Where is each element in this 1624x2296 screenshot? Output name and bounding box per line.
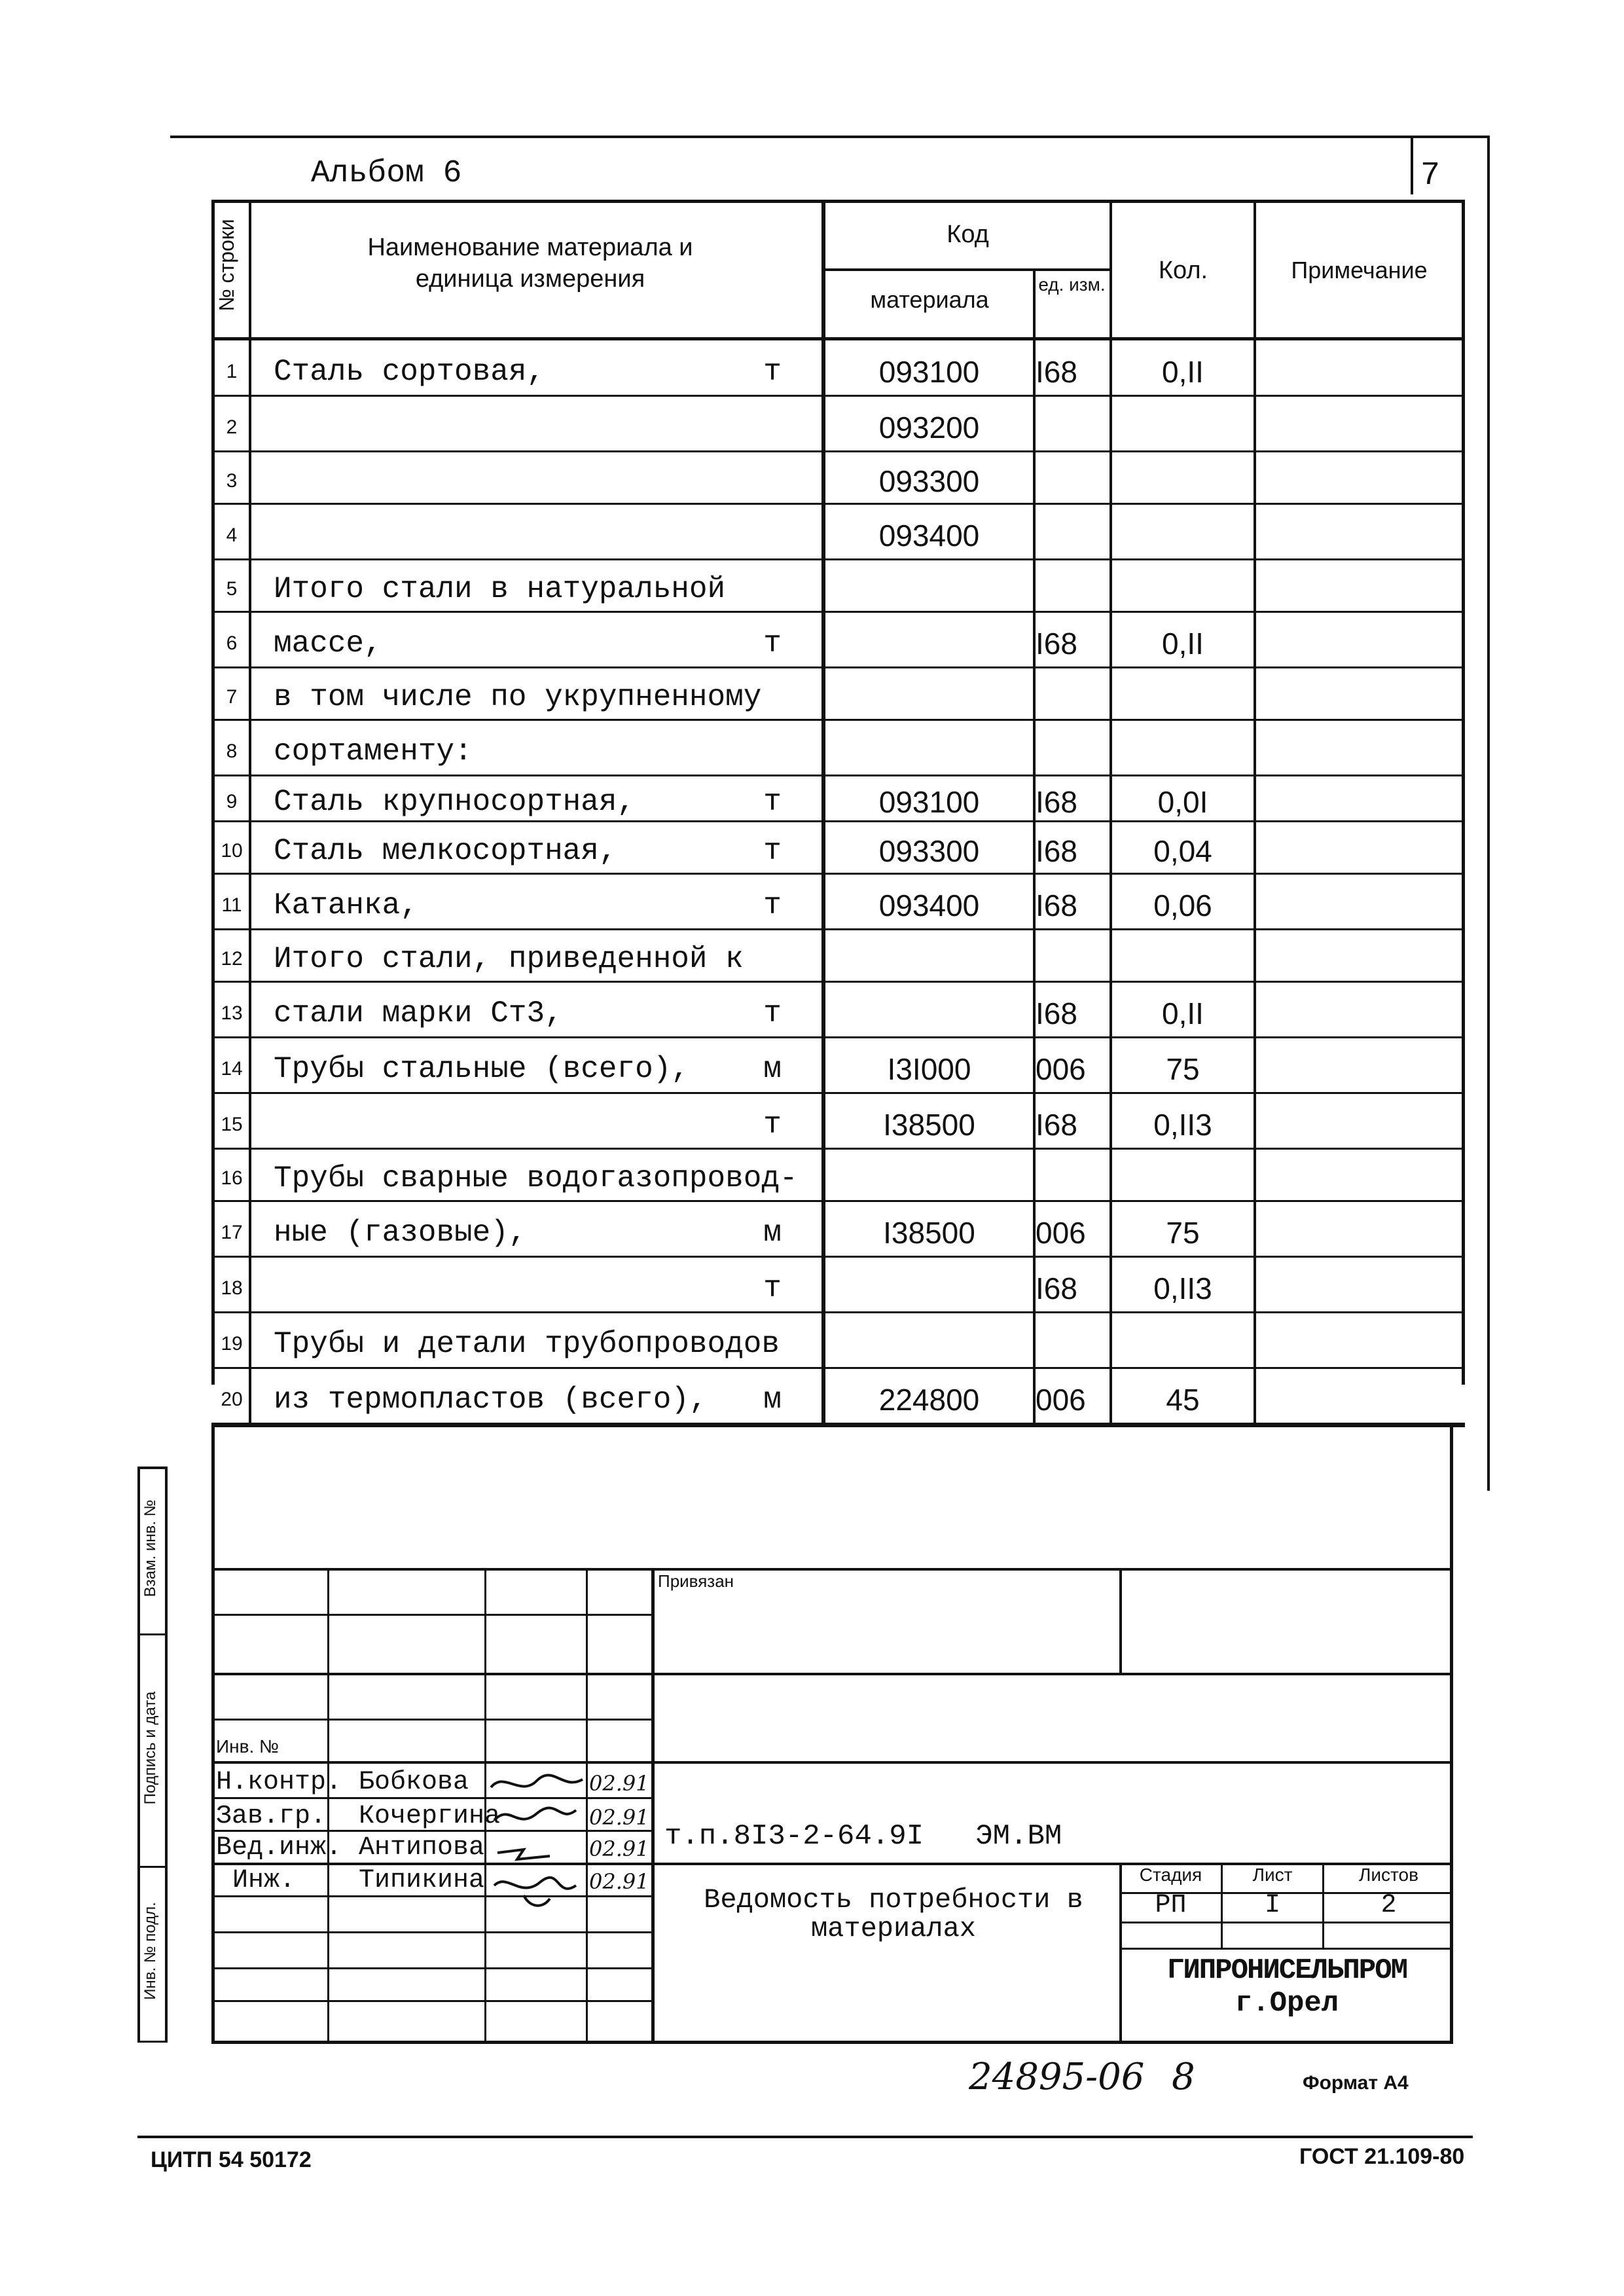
cell-ucode: I68 xyxy=(1036,1271,1077,1305)
cell-qty: 75 xyxy=(1166,1215,1200,1250)
header-code-unit: ед. изм. xyxy=(1038,274,1106,295)
cell-qty xyxy=(1112,1313,1254,1368)
cell-qty xyxy=(1112,504,1254,560)
cell-code xyxy=(825,720,1033,776)
signer-role: Зав.гр. xyxy=(216,1802,327,1831)
cell-code: 093100 xyxy=(878,354,980,389)
cell-name: в том числе по укрупненному xyxy=(274,680,762,714)
cell-name: Трубы стальные (всего), xyxy=(274,1051,689,1086)
signer-role: Н.контр. xyxy=(216,1768,342,1797)
footer-left: ЦИТП 54 50172 xyxy=(151,2147,312,2172)
sheets-label: Листов xyxy=(1359,1865,1418,1885)
cell-ucode xyxy=(1036,720,1110,776)
cell-code: 093300 xyxy=(878,464,980,498)
cell-ucode xyxy=(1036,504,1110,560)
cell-unit xyxy=(743,560,802,612)
cell-n: 6 xyxy=(226,632,238,654)
cell-code xyxy=(825,612,1033,668)
signer-role: Инж. xyxy=(232,1866,296,1895)
cell-ucode xyxy=(1036,396,1110,452)
side-label-podp: Подпись и дата xyxy=(141,1691,159,1805)
sheet-number: 7 xyxy=(1420,157,1441,194)
cell-name: ные (газовые), xyxy=(274,1215,527,1250)
stage-value: РП xyxy=(1155,1891,1187,1920)
header-note: Примечание xyxy=(1291,257,1428,283)
cell-code xyxy=(825,1149,1033,1201)
cell-code: I3I000 xyxy=(887,1051,971,1086)
cell-code: I38500 xyxy=(883,1215,975,1250)
cell-unit: т xyxy=(763,785,782,819)
cell-qty: 0,04 xyxy=(1153,834,1212,868)
cell-n: 3 xyxy=(226,470,238,492)
cell-unit xyxy=(743,452,802,504)
org-name: ГИПРОНИСЕЛЬПРОМ xyxy=(1166,1954,1407,1987)
cell-name xyxy=(274,1257,745,1313)
cell-ucode: 006 xyxy=(1036,1382,1086,1417)
inv-no-label: Инв. № xyxy=(216,1736,280,1757)
side-label-vzam: Взам. инв. № xyxy=(141,1499,159,1597)
cell-qty: 0,0I xyxy=(1157,785,1208,819)
header-code: Код xyxy=(947,221,989,248)
cell-code xyxy=(825,982,1033,1038)
cell-code: 093300 xyxy=(878,834,980,868)
cell-name xyxy=(274,452,745,504)
cell-name: Итого стали, приведенной к xyxy=(274,942,744,976)
cell-unit xyxy=(743,720,802,776)
cell-qty xyxy=(1112,452,1254,504)
cell-n: 14 xyxy=(221,1057,243,1080)
cell-name xyxy=(274,504,745,560)
cell-unit xyxy=(743,930,802,982)
cell-n: 4 xyxy=(226,524,238,546)
cell-ucode xyxy=(1036,560,1110,612)
side-label-inv: Инв. № подл. xyxy=(141,1902,159,2000)
cell-qty: 0,06 xyxy=(1153,888,1212,922)
signer-date: 02.91 xyxy=(589,1836,649,1861)
cell-code xyxy=(825,1313,1033,1368)
cell-unit xyxy=(743,504,802,560)
cell-unit xyxy=(743,668,802,720)
cell-name xyxy=(274,1093,745,1149)
header-row-no: № строки xyxy=(215,219,238,312)
sheets-value: 2 xyxy=(1380,1891,1397,1920)
header-qty: Кол. xyxy=(1158,257,1208,284)
signer-name: Типикина xyxy=(359,1866,485,1895)
cell-n: 20 xyxy=(221,1388,243,1410)
cell-code: 224800 xyxy=(878,1382,980,1417)
cell-code xyxy=(825,560,1033,612)
cell-unit: м xyxy=(763,1051,782,1086)
cell-n: 8 xyxy=(226,740,238,762)
album-label: Альбом 6 xyxy=(311,156,462,191)
cell-name: сортаменту: xyxy=(274,734,473,769)
signer-date: 02.91 xyxy=(589,1771,649,1796)
cell-n: 10 xyxy=(221,840,243,862)
cell-qty: 0,II3 xyxy=(1153,1107,1212,1142)
cell-unit: м xyxy=(763,1215,782,1250)
cell-n: 16 xyxy=(221,1167,243,1189)
privyazan-label: Привязан xyxy=(658,1571,734,1591)
cell-code xyxy=(825,1257,1033,1313)
signer-role: Вед.инж. xyxy=(216,1833,342,1863)
signer-name: Кочергина xyxy=(359,1802,501,1831)
cell-ucode: 006 xyxy=(1036,1051,1086,1086)
cell-code: 093400 xyxy=(878,518,980,553)
cell-n: 11 xyxy=(221,894,242,916)
cell-qty: 0,II3 xyxy=(1153,1271,1212,1305)
cell-name: Сталь сортовая, xyxy=(274,354,545,389)
cell-n: 13 xyxy=(221,1002,243,1024)
cell-unit xyxy=(743,1149,802,1201)
format-label: Формат А4 xyxy=(1303,2072,1409,2094)
cell-qty xyxy=(1112,560,1254,612)
cell-qty xyxy=(1112,1149,1254,1201)
cell-unit: т xyxy=(763,354,782,389)
cell-n: 1 xyxy=(226,360,238,382)
cell-name: Трубы сварные водогазопровод- xyxy=(274,1161,798,1195)
cell-unit: т xyxy=(763,888,782,922)
cell-qty: 0,II xyxy=(1162,354,1204,389)
cell-name: стали марки Ст3, xyxy=(274,996,563,1030)
cell-qty: 45 xyxy=(1166,1382,1200,1417)
cell-unit: т xyxy=(763,1107,782,1142)
signer-date: 02.91 xyxy=(589,1869,649,1894)
cell-code xyxy=(825,668,1033,720)
cell-n: 17 xyxy=(221,1221,243,1243)
cell-ucode xyxy=(1036,1313,1110,1368)
cell-ucode: I68 xyxy=(1036,626,1077,661)
cell-ucode xyxy=(1036,668,1110,720)
cell-unit xyxy=(743,1313,802,1368)
cell-qty xyxy=(1112,668,1254,720)
cell-qty: 75 xyxy=(1166,1051,1200,1086)
cell-unit: т xyxy=(763,626,782,661)
cell-unit: т xyxy=(763,1271,782,1305)
cell-qty xyxy=(1112,930,1254,982)
header-code-material: материала xyxy=(870,286,989,313)
cell-name: Сталь крупносортная, xyxy=(274,785,636,819)
cell-name: Катанка, xyxy=(274,888,418,922)
sheet-value: I xyxy=(1264,1891,1280,1920)
cell-n: 9 xyxy=(226,791,238,812)
doc-code: т.п.8I3-2-64.9I ЭМ.ВМ xyxy=(664,1820,1062,1853)
cell-n: 5 xyxy=(226,578,238,600)
signer-name: Антипова xyxy=(359,1833,485,1863)
cell-ucode: I68 xyxy=(1036,1107,1077,1142)
cell-qty: 0,II xyxy=(1162,996,1204,1030)
footer-right: ГОСТ 21.109-80 xyxy=(1299,2144,1465,2169)
cell-code: I38500 xyxy=(883,1107,975,1142)
sheet-label: Лист xyxy=(1252,1865,1293,1885)
org-city: г.Орел xyxy=(1235,1987,1339,2020)
cell-unit: т xyxy=(763,834,782,868)
cell-code: 093100 xyxy=(878,785,980,819)
signer-date: 02.91 xyxy=(589,1805,649,1830)
cell-ucode: I68 xyxy=(1036,996,1077,1030)
cell-qty xyxy=(1112,396,1254,452)
cell-code xyxy=(825,930,1033,982)
cell-n: 12 xyxy=(221,948,243,970)
cell-name: Трубы и детали трубопроводов xyxy=(274,1326,780,1361)
cell-name: массе, xyxy=(274,626,382,661)
cell-qty xyxy=(1112,720,1254,776)
cell-n: 15 xyxy=(221,1113,243,1135)
cell-unit: т xyxy=(763,996,782,1030)
cell-ucode: I68 xyxy=(1036,888,1077,922)
cell-qty: 0,II xyxy=(1162,626,1204,661)
cell-ucode xyxy=(1036,1149,1110,1201)
handwritten-number: 24895-06 xyxy=(969,2056,1145,2098)
cell-name: Итого стали в натуральной xyxy=(274,572,726,606)
cell-unit: м xyxy=(763,1382,782,1417)
stage-label: Стадия xyxy=(1139,1865,1202,1885)
cell-name xyxy=(274,396,745,452)
signer-name: Бобкова xyxy=(359,1768,469,1797)
signature-marks xyxy=(484,1768,589,1925)
cell-name: из термопластов (всего), xyxy=(274,1382,708,1417)
cell-ucode xyxy=(1036,930,1110,982)
cell-code: 093400 xyxy=(878,888,980,922)
header-name: Наименование материала и единица измерения xyxy=(367,234,693,293)
cell-ucode: 006 xyxy=(1036,1215,1086,1250)
cell-code: 093200 xyxy=(878,410,980,445)
cell-ucode: I68 xyxy=(1036,354,1077,389)
cell-name: Сталь мелкосортная, xyxy=(274,834,617,868)
cell-n: 2 xyxy=(226,416,238,438)
cell-n: 19 xyxy=(221,1332,243,1355)
handwritten-page: 8 xyxy=(1172,2056,1195,2098)
doc-title: Ведомость потребности в материалах xyxy=(704,1884,1083,1945)
cell-unit xyxy=(743,396,802,452)
cell-ucode: I68 xyxy=(1036,834,1077,868)
cell-n: 18 xyxy=(221,1277,243,1299)
cell-ucode: I68 xyxy=(1036,785,1077,819)
cell-n: 7 xyxy=(226,686,238,708)
cell-ucode xyxy=(1036,452,1110,504)
